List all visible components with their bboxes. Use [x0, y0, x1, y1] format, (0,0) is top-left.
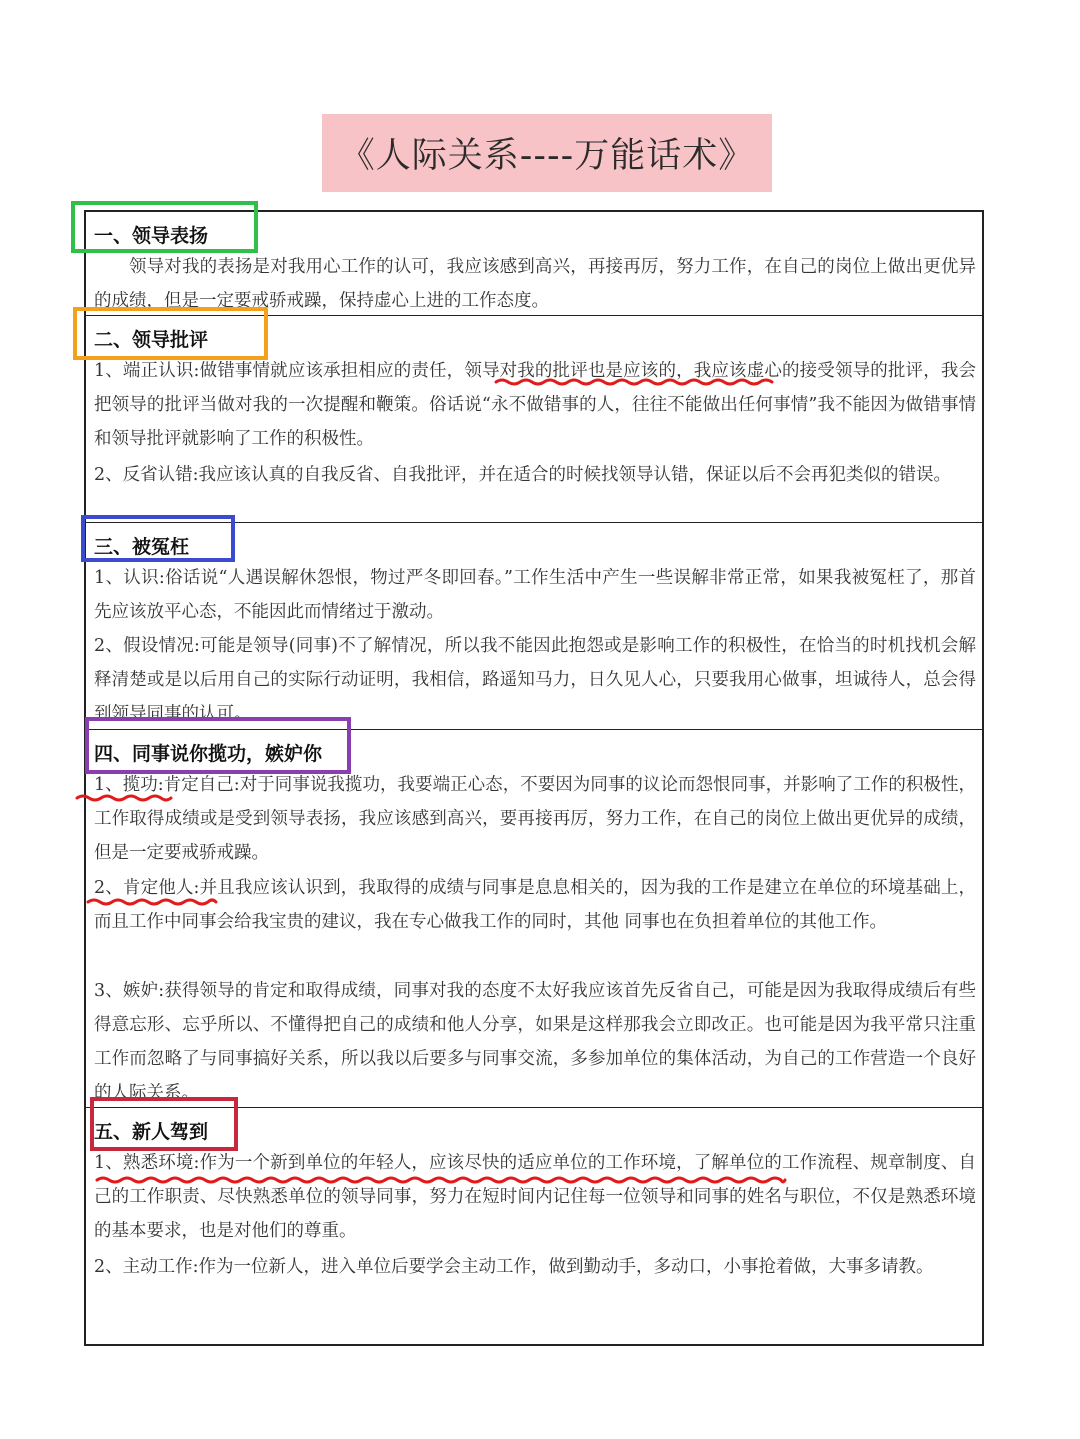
highlight-box-green — [71, 201, 258, 253]
wavy-underline-path — [97, 1178, 785, 1182]
highlight-box-blue — [81, 515, 235, 562]
highlight-box-purple — [85, 717, 351, 774]
section-paragraph: 1、揽功:肯定自己:对于同事说我揽功，我要端正心态，不要因为同事的议论而怨恨同事，并影响了工作的积极性，工作取得成绩或是受到领导表扬，我应该感到高兴，要再接再厉，努力工作，在自己的岗位上做出更优异的成绩，但是一定要戒骄戒躁。 — [94, 775, 976, 863]
page-title: 《人际关系----万能话术》 — [339, 136, 755, 176]
highlight-box-red — [90, 1097, 238, 1151]
section-paragraph: 1、认识:俗话说“人遇误解休怨恨，物过严冬即回春。”工作生活中产生一些误解非常正常，如果我被冤枉了，那首先应该放平心态，不能因此而情绪过于激动。 — [94, 568, 976, 622]
section-paragraph: 1、熟悉环境:作为一个新到单位的年轻人，应该尽快的适应单位的工作环境，了解单位的工作流程、规章制度、自己的工作职责、尽快熟悉单位的领导同事，努力在短时间内记住每一位领导和同事的姓名与职位，不仅是熟悉环境的基本要求，也是对他们的尊重。 — [94, 1153, 976, 1241]
title-banner — [322, 114, 772, 192]
section-paragraph: 1、端正认识:做错事情就应该承担相应的责任，领导对我的批评也是应该的，我应该虚心的接受领导的批评，我会把领导的批评当做对我的一次提醒和鞭策。俗话说“永不做错事的人，往往不能做出任何事情”我不能因为做错事情和领导批评就影响了工作的积极性。 — [94, 361, 976, 449]
section-heading: 四、同事说你揽功，嫉妒你 — [94, 743, 323, 765]
section-heading: 三、被冤枉 — [94, 536, 190, 558]
wavy-underline — [496, 374, 772, 390]
section-paragraph: 领导对我的表扬是对我用心工作的认可，我应该感到高兴，再接再厉，努力工作，在自己的岗位上做出更优异的成绩，但是一定要戒骄戒躁，保持虚心上进的工作态度。 — [94, 257, 976, 311]
section-jealousy — [86, 730, 982, 1108]
wavy-underline-path — [496, 380, 772, 384]
wavy-underline — [97, 1172, 785, 1188]
section-paragraph: 2、反省认错:我应该认真的自我反省、自我批评，并在适合的时候找领导认错，保证以后不会再犯类似的错误。 — [94, 465, 952, 485]
section-heading: 二、领导批评 — [94, 329, 209, 351]
section-paragraph: 2、假设情况:可能是领导(同事)不了解情况，所以我不能因此抱怨或是影响工作的积极性，在恰当的时机找机会解释清楚或是以后用自己的实际行动证明，我相信，路遥知马力，日久见人心，只要我用心做事，坦诚待人，总会得到领导同事的认可。 — [94, 636, 976, 724]
section-heading: 一、领导表扬 — [94, 225, 209, 247]
wavy-underline — [77, 790, 171, 806]
wavy-underline-path — [77, 796, 171, 800]
section-paragraph: 3、嫉妒:获得领导的肯定和取得成绩，同事对我的态度不太好我应该首先反省自己，可能是因为我取得成绩后有些得意忘形、忘乎所以、不懂得把自己的成绩和他人分享，如果是这样那我会立即改正。也可能是因为我平常只注重工作而忽略了与同事搞好关系，所以我以后要多与同事交流，多参加单位的集体活动，为自己的工作营造一个良好的人际关系。 — [94, 981, 976, 1103]
wavy-underline — [88, 894, 216, 910]
wavy-underline-path — [88, 900, 216, 904]
section-paragraph: 2、肯定他人:并且我应该认识到，我取得的成绩与同事是息息相关的，因为我的工作是建立在单位的环境基础上，而且工作中同事会给我宝贵的建议，我在专心做我工作的同时，其他 同事也在负担着单位的其他工作。 — [94, 878, 976, 932]
section-paragraph: 2、主动工作:作为一位新人，进入单位后要学会主动工作，做到勤动手，多动口，小事抢着做，大事多请教。 — [94, 1257, 934, 1277]
section-heading: 五、新人驾到 — [94, 1121, 209, 1143]
highlight-box-orange — [73, 307, 268, 360]
